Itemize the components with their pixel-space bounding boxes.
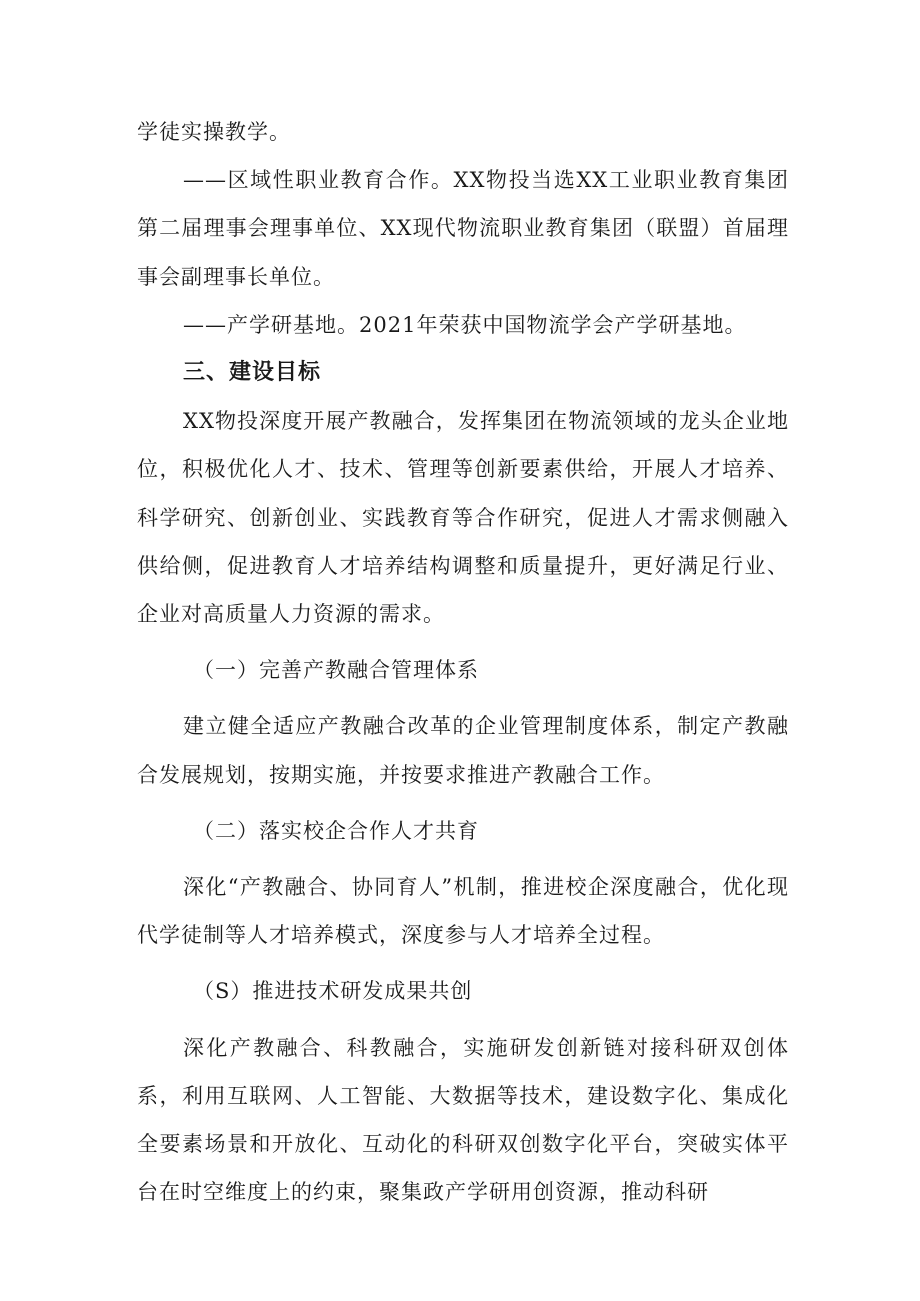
document-body (137, 108, 789, 1216)
subheading-management-system: （一）完善产教融合管理体系 (193, 658, 479, 683)
paragraph-talent-cultivation: 深化“产教融合、协同育人”机制，推进校企深度融合，优化现代学徒制等人才培养模式，深度参与人才培养全过程。 (137, 875, 789, 948)
paragraph-regional-cooperation: ——区域性职业教育合作。XX物投当选XX工业职业教育集团第二届理事会理事单位、XX现代物流职业教育集团（联盟）首届理事会副理事长单位。 (137, 168, 789, 289)
paragraph-goals-intro: XX物投深度开展产教融合，发挥集团在物流领域的龙头企业地位，积极优化人才、技术、管理等创新要素供给，开展人才培养、科学研究、创新创业、实践教育等合作研究，促进人才需求侧融入供给侧，促进教育人才培养结构调整和质量提升，更好满足行业、企业对高质量人力资源的需求。 (137, 409, 789, 627)
paragraph-tech-rnd: 深化产教融合、科教融合，实施研发创新链对接科研双创体系，利用互联网、人工智能、大数据等技术，建设数字化、集成化全要素场景和开放化、互动化的科研双创数字化平台，突破实体平台在时空维度上的约束，聚集政产学研用创资源，推动科研 (137, 1035, 789, 1205)
subheading-talent-cultivation: （二）落实校企合作人才共育 (193, 818, 479, 843)
subheading-tech-rnd: （S）推进技术研发成果共创 (193, 979, 473, 1004)
paragraph-management-system: 建立健全适应产教融合改革的企业管理制度体系，制定产教融合发展规划，按期实施，并按要求推进产教融合工作。 (137, 714, 789, 787)
paragraph-research-base: ——产学研基地。2021年荣获中国物流学会产学研基地。 (183, 312, 747, 337)
paragraph-continuation: 学徒实操教学。 (137, 120, 291, 144)
section-heading-goals: 三、建设目标 (183, 360, 322, 386)
